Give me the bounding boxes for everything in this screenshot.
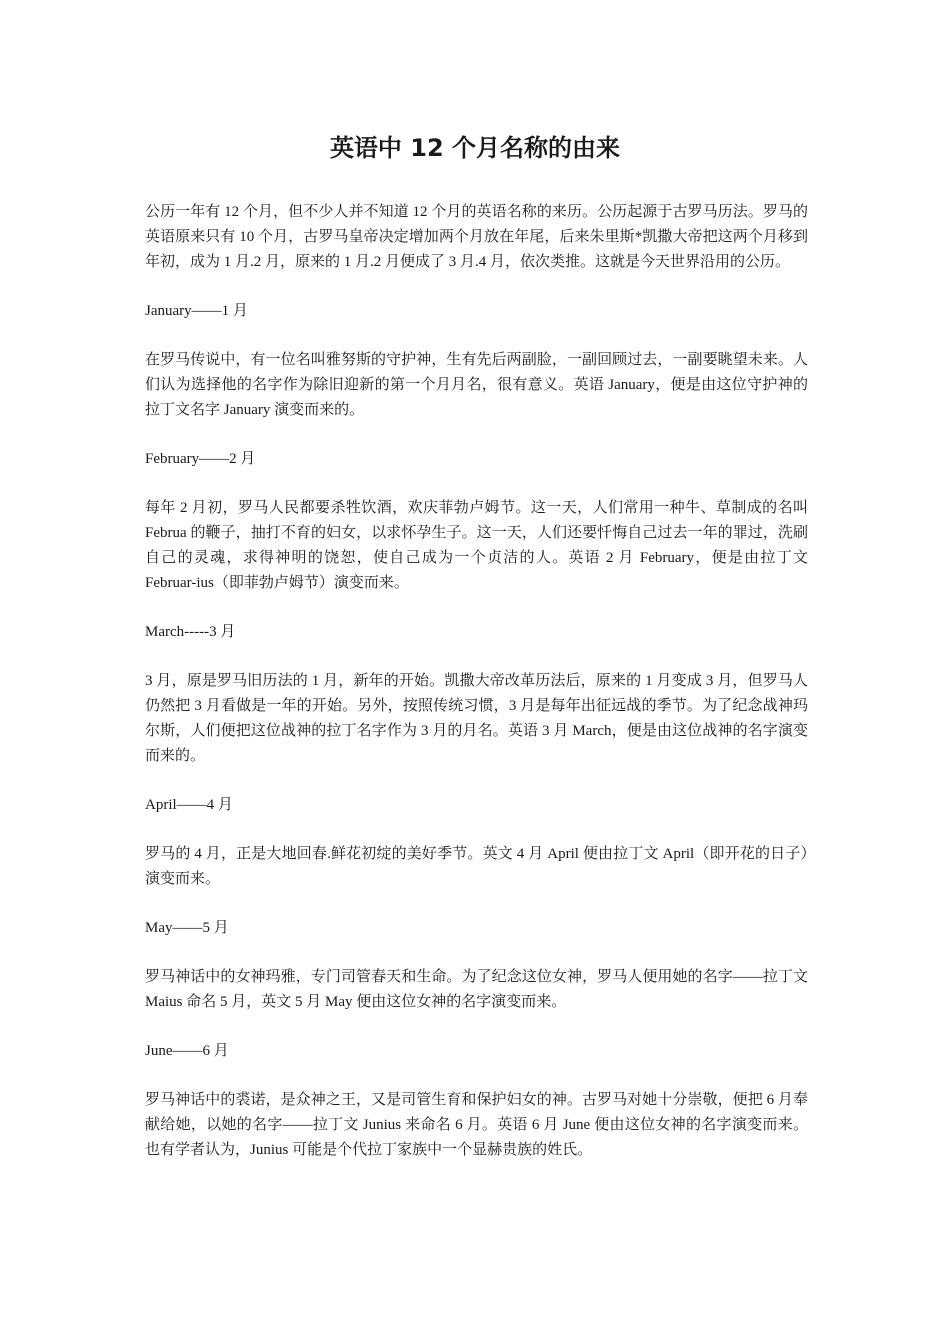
month-heading-march: March-----3 月 xyxy=(145,624,236,640)
month-paragraph-june: 罗马神话中的裘诺，是众神之王，又是司管生育和保护妇女的神。古罗马对她十分崇敬，便把 6 月奉献给她，以她的名字——拉丁文 Junius 来命名 6 月。英语 6 月 June 便由这位女神的名字演变而来。也有学者认为，Junius 可能是个代拉丁家族中一个显赫贵族的姓氏。 xyxy=(145,1092,808,1158)
intro-paragraph: 公历一年有 12 个月，但不少人并不知道 12 个月的英语名称的来历。公历起源于古罗马历法。罗马的英语原来只有 10 个月，古罗马皇帝决定增加两个月放在年尾，后来朱里斯*凯撒大帝把这两个月移到年初，成为 1 月.2 月，原来的 1 月.2 月便成了 3 月.4 月，依次类推。这就是今天世界沿用的公历。 xyxy=(145,204,808,270)
month-heading-february: February——2 月 xyxy=(145,451,256,467)
month-paragraph-april: 罗马的 4 月，正是大地回春.鲜花初绽的美好季节。英文 4 月 April 便由拉丁文 April（即开花的日子）演变而来。 xyxy=(145,846,808,887)
month-heading-january: January——1 月 xyxy=(145,303,248,319)
month-paragraph-march: 3 月，原是罗马旧历法的 1 月，新年的开始。凯撒大帝改革历法后，原来的 1 月变成 3 月，但罗马人仍然把 3 月看做是一年的开始。另外，按照传统习惯，3 月是每年出征远战的季节。为了纪念战神玛尔斯，人们便把这位战神的拉丁名字作为 3 月的月名。英语 3 月 March，便是由这位战神的名字演变而来的。 xyxy=(145,673,808,764)
month-heading-april: April——4 月 xyxy=(145,797,233,813)
month-heading-june: June——6 月 xyxy=(145,1043,229,1059)
document-title: 英语中 12 个月名称的由来 xyxy=(329,134,621,162)
month-paragraph-january: 在罗马传说中，有一位名叫雅努斯的守护神，生有先后两副脸，一副回顾过去，一副要眺望未来。人们认为选择他的名字作为除旧迎新的第一个月月名，很有意义。英语 January，便是由这位守护神的拉丁文名字 January 演变而来的。 xyxy=(145,352,808,418)
month-heading-may: May——5 月 xyxy=(145,920,229,936)
month-paragraph-may: 罗马神话中的女神玛雅，专门司管春天和生命。为了纪念这位女神，罗马人便用她的名字——拉丁文 Maius 命名 5 月，英文 5 月 May 便由这位女神的名字演变而来。 xyxy=(145,969,808,1010)
month-paragraph-february: 每年 2 月初，罗马人民都要杀牲饮酒，欢庆菲勃卢姆节。这一天，人们常用一种牛、草制成的名叫 Februa 的鞭子，抽打不育的妇女，以求怀孕生子。这一天，人们还要忏悔自己过去一年的罪过，洗刷自己的灵魂，求得神明的饶恕，使自己成为一个贞洁的人。英语 2 月 February，便是由拉丁文 Februar-ius（即菲勃卢姆节）演变而来。 xyxy=(145,500,808,591)
document-body xyxy=(145,200,808,1187)
